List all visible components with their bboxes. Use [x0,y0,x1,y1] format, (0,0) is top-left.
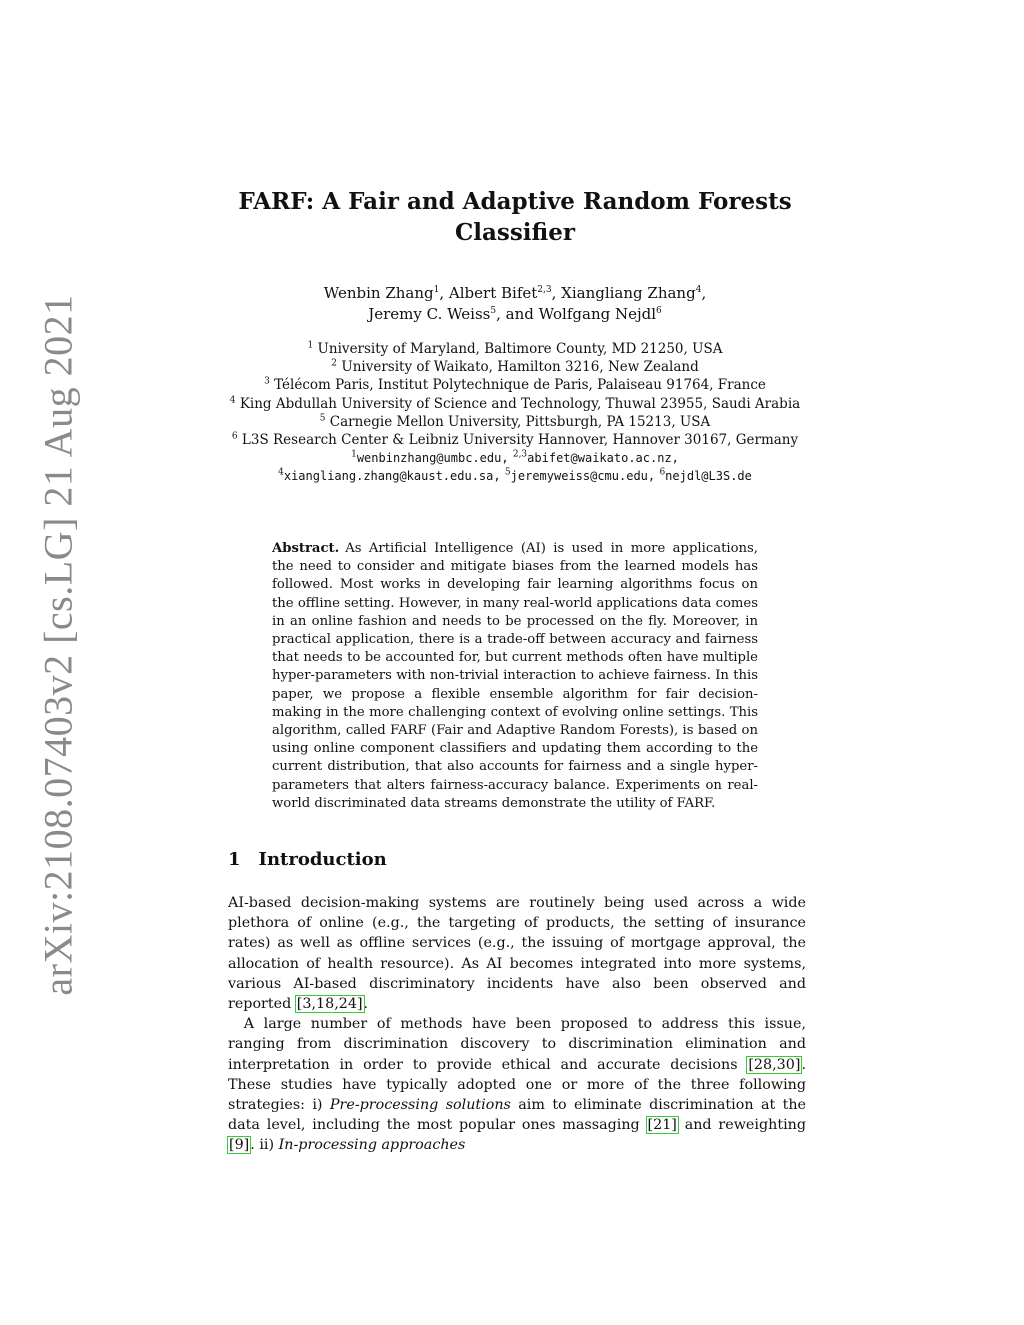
abstract-text: As Artificial Intelligence (AI) is used in more applications, the need to consider and mitigate biases from the learned models has followed. Most works in developing fair learning algorithms focus on the offline setting. However, in many real-world applications data comes in an online fashion and needs to be processed on the fly. Moreover, in practical application, there is a trade-off between accuracy and fairness that needs to be accounted for, but current methods often have multiple hyper-parameters with non-trivial interaction to achieve fairness. In this paper, we propose a flexible ensemble algorithm for fair decision-making in the more challenging context of evolving online settings. This algorithm, called FARF (Fair and Adaptive Random Forests), is based on using online component classifiers and updating them according to the current distribution, that also accounts for fairness and a single hyper-parameters that alters fairness-accuracy balance. Experiments on real-world discriminated data streams demonstrate the utility of FARF. [272,541,758,811]
author-separator: , [551,284,562,302]
affiliation [160,395,870,413]
author-name: Wenbin Zhang [323,284,434,302]
author-name: Albert Bifet [448,284,538,302]
citation-link[interactable]: [28,30] [748,1056,801,1073]
author-affil-marker: 5 [490,306,497,316]
email-address[interactable]: xiangliang.zhang@kaust.edu.sa, [283,469,501,484]
affiliation [160,431,870,449]
author-separator: , and [496,305,539,323]
email-address[interactable]: abifet@waikato.ac.nz, [527,451,679,466]
citation-link[interactable]: [3,18,24] [296,996,363,1013]
paragraph-text: . [363,996,369,1013]
arxiv-sidebar [0,0,110,1325]
title-line-2: Classifier [454,219,576,246]
email-marker: 5 [504,467,511,478]
paragraph-text: AI-based decision-making systems are routinely being used across a wide plethora of online (e.g., the targeting of products, the setting of insurance rates) as well as offline services (e.g., the issuing of mortgage approval, the allocation of health resource). As AI becomes integrated into more systems, various AI-based discriminatory incidents have also been observed and reported [228,895,806,1013]
paragraph-text: . These studies have typically adopted one or more of the three following strategies: i) [228,1056,806,1114]
affil-marker: 1 [307,340,314,351]
section-number: 1 [228,849,241,870]
author-affil-marker: 4 [695,285,702,295]
abstract [272,540,758,813]
affil-marker: 2 [331,358,338,369]
affiliation-text: University of Waikato, Hamilton 3216, New Zealand [341,359,699,376]
affiliation-text: Télécom Paris, Institut Polytechnique de Paris, Palaiseau 91764, France [274,377,766,394]
email-address[interactable]: wenbinzhang@umbc.edu, [356,451,509,466]
paragraph [228,893,806,1014]
author-affil-marker: 2,3 [537,285,552,295]
arxiv-identifier: arXiv:2108.07403v2 [cs.LG] 21 Aug 2021 [35,294,81,996]
email-marker: 4 [278,467,284,478]
email-address[interactable]: nejdl@L3S.de [665,469,752,484]
affil-marker: 5 [319,413,326,424]
section-heading [228,849,387,870]
affil-marker: 6 [231,431,238,442]
author-affil-marker: 1 [433,285,440,295]
paragraph-text: and reweighting [677,1117,806,1134]
email-address[interactable]: jeremyweiss@cmu.edu, [510,469,656,484]
author-name: Xiangliang Zhang [561,284,696,302]
paragraph-text: aim to eliminate discrimination at the data level, including the most popular ones massaging [228,1097,807,1134]
affiliation-text: Carnegie Mellon University, Pittsburgh, PA 15213, USA [329,413,711,430]
email-marker: 6 [659,467,666,478]
emphasis-text: Pre-processing solutions [329,1097,511,1114]
affiliation [160,376,870,394]
abstract-heading: Abstract. [272,541,340,556]
affiliation-text: L3S Research Center & Leibniz University Hannover, Hannover 30167, Germany [241,432,799,449]
paragraph-text: . ii) [250,1137,279,1154]
author-list [180,283,850,325]
affiliation-text: King Abdullah University of Science and Technology, Thuwal 23955, Saudi Arabia [239,395,801,412]
affiliation-text: University of Maryland, Baltimore County, MD 21250, USA [317,341,723,357]
email-line-1 [160,449,870,467]
section-title: Introduction [258,849,387,870]
title-line-1: FARF: A Fair and Adaptive Random Forests [238,188,792,215]
affiliation [160,413,870,431]
affil-marker: 3 [264,376,270,387]
affiliation-list [160,340,870,486]
affil-marker: 4 [229,395,236,406]
author-name: Wolfgang Nejdl [538,305,657,323]
paragraph-text: A large number of methods have been proposed to address this issue, ranging from discrimination discovery to discrimination elimination and interpretation in order to provide ethical and accurate decisions [228,1016,806,1073]
author-line-2 [180,304,850,325]
affiliation [160,358,870,376]
author-name: Jeremy C. Weiss [368,305,491,323]
citation-link[interactable]: [21] [647,1117,677,1134]
email-marker: 2,3 [512,449,528,460]
author-separator: , [439,284,449,302]
author-line-1: Wenbin Zhang$^1$, Albert Bifet$^{2,3}$, Xiangliang Zhang$^4$, [323,284,707,302]
introduction-body [228,893,806,1156]
author-affil-marker: 6 [656,306,662,316]
affiliation [160,340,870,358]
email-line-2 [160,467,870,485]
citation-link[interactable]: [9] [229,1137,250,1154]
paragraph [228,1014,806,1155]
email-marker: 1 [351,449,357,460]
emphasis-text: In-processing approaches [278,1137,466,1154]
paper-title [180,186,850,248]
